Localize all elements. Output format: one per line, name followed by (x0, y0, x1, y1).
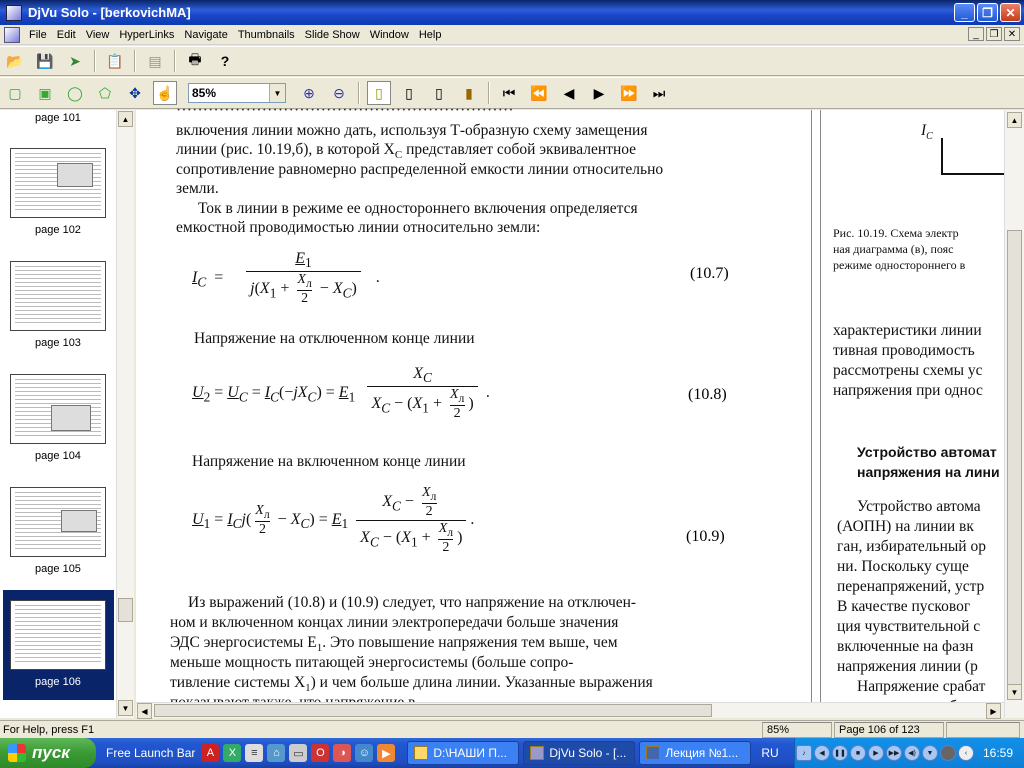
excel-icon[interactable]: X (223, 744, 241, 762)
player-menu-icon[interactable]: ▼ (922, 745, 938, 761)
zoom-in-icon[interactable]: ⊕ (303, 84, 315, 101)
caption-line3: режиме одностороннего в (833, 258, 966, 272)
para1-line3: сопротивление равномерно распределенной емкости линии относительно (176, 161, 664, 178)
equation-10-9: $U_1 = I_Cj$( $\frac{X_л}{2}$ − $X_C) = E_1$ $X_C$ − $\frac{X_л}{2}$ $X_C - (X_1$ + $\frac{X_л}{2}$ ) . (192, 485, 475, 555)
page-107-partial (820, 110, 1004, 702)
hand-tool-icon[interactable]: ☝ (153, 81, 177, 105)
menu-thumbnails[interactable]: Thumbnails (237, 28, 295, 41)
messenger-icon[interactable]: ☺ (355, 744, 373, 762)
thumb-label-101[interactable]: page 101 (35, 112, 81, 124)
close-button[interactable]: ✕ (1000, 3, 1021, 22)
caption-line1: Рис. 10.19. Схема электр (833, 226, 959, 240)
para1-line2: линии (рис. 10.19,б), в которой $X_C$ представляет собой эквивалентное (176, 141, 637, 162)
select-ellipse-icon[interactable]: ◯ (67, 84, 83, 101)
thumbnail-pane (0, 110, 134, 718)
notepad-icon[interactable]: ≡ (245, 744, 263, 762)
status-zoom: 85% (762, 722, 832, 738)
djvu-app-icon[interactable] (6, 5, 22, 21)
thumb-label-103: page 103 (35, 337, 81, 349)
clock[interactable]: 16:59 (983, 746, 1014, 760)
djvu-task-icon (530, 746, 544, 760)
scroll-down-icon[interactable]: ▼ (118, 700, 133, 716)
para2-line1: Ток в линии в режиме ее одностороннего включения определяется (198, 200, 638, 217)
right-text2-line3: ган, избирательный ор (837, 538, 986, 555)
scroll-up-icon[interactable]: ▲ (118, 111, 133, 127)
right-heading-line2: напряжения на лини (857, 464, 1000, 480)
doc-vscroll-thumb[interactable] (1007, 230, 1022, 690)
thumbnail-page-106[interactable] (10, 600, 106, 670)
thumbnail-scroll-thumb[interactable] (118, 598, 133, 622)
doc-close-button[interactable]: ✕ (1004, 27, 1020, 41)
layout-book-icon[interactable]: ▮ (465, 84, 473, 101)
para1-line4: земли. (176, 180, 219, 197)
right-text2-line7: ция чувствительной с (837, 618, 981, 635)
right-text2-line9: напряжения линии (р (837, 658, 978, 675)
player-logo-icon[interactable]: ♪ (796, 745, 812, 761)
para3-line4: меньше мощность питающей энергосистемы (больше сопро- (170, 654, 574, 671)
thumbnail-page-102[interactable] (10, 148, 106, 218)
system-tray (794, 738, 1024, 768)
label-open-end-voltage: Напряжение на отключенном конце линии (194, 330, 475, 347)
status-help-text: For Help, press F1 (3, 723, 95, 736)
acrobat-icon[interactable]: A (201, 744, 219, 762)
menu-file[interactable]: File (29, 28, 47, 41)
thumb-label-104: page 104 (35, 450, 81, 462)
thumbnail-page-105[interactable] (10, 487, 106, 557)
print-icon[interactable]: 🖶 (188, 51, 202, 67)
window-title: DjVu Solo - [berkovichMA] (28, 5, 191, 20)
status-bar (0, 720, 1024, 738)
red-app-icon[interactable]: ◑ (333, 744, 351, 762)
menu-hyperlinks[interactable]: HyperLinks (119, 28, 175, 41)
para1-line1: включения линии можно дать, используя Т-образную схему замещения (176, 122, 648, 139)
taskbar (0, 738, 1024, 768)
para3-line5: тивление системы $X_1$) и чем больше длина линии. Указанные выражения (170, 674, 653, 695)
thumb-label-105: page 105 (35, 563, 81, 575)
para3-line1: Из выражений (10.8) и (10.9) следует, что напряжение на отключен- (188, 594, 637, 611)
send-icon[interactable]: ➤ (69, 52, 81, 69)
right-text1-line4: напряжения при однос (833, 382, 983, 399)
player-stop-icon[interactable]: ■ (850, 745, 866, 761)
right-text1-line1: характеристики линии (833, 322, 982, 339)
export-icon[interactable]: ▤ (148, 52, 162, 69)
help-icon[interactable]: ? (220, 53, 230, 69)
doc-minimize-button[interactable]: _ (968, 27, 984, 41)
document-horizontal-scrollbar[interactable] (136, 702, 1004, 718)
prev-screen-icon[interactable]: ⏪ (530, 84, 548, 101)
media-icon[interactable]: ▶ (377, 744, 395, 762)
player-volume-icon[interactable]: ◀) (904, 745, 920, 761)
right-heading-line1: Устройство автомат (857, 444, 997, 460)
right-text2-line4: ни. Поскольку суще (837, 558, 969, 575)
next-page-icon[interactable]: ▶ (593, 84, 605, 101)
tray-app-icon[interactable] (940, 745, 956, 761)
zoom-out-icon[interactable]: ⊖ (333, 84, 345, 101)
figure-axis (941, 138, 943, 174)
layout-continuous-icon[interactable]: ▯ (405, 84, 413, 101)
layout-facing-icon[interactable]: ▯ (435, 84, 443, 101)
scroll-left-icon[interactable]: ◀ (137, 703, 152, 719)
para3-line3: ЭДС энергосистемы $E_1$. Это повышение напряжения тем выше, чем (170, 634, 618, 655)
right-text2-line2: (АОПН) на линии вк (837, 518, 974, 535)
zoom-value: 85% (192, 86, 217, 100)
status-page: Page 106 of 123 (834, 722, 944, 738)
eq-number-10-8: (10.8) (688, 386, 727, 403)
thumbnail-page-103[interactable] (10, 261, 106, 331)
menu-slide-show[interactable]: Slide Show (304, 28, 360, 41)
task-word[interactable]: Лекция №1... (639, 741, 751, 765)
thumbnail-page-104[interactable] (10, 374, 106, 444)
right-text2-line8: включенные на фазн (837, 638, 974, 655)
paste-icon[interactable]: 📋 (106, 52, 124, 69)
eq-number-10-9: (10.9) (686, 528, 725, 545)
doc-restore-button[interactable]: ❐ (986, 27, 1002, 41)
chevron-down-icon[interactable]: ▼ (269, 84, 285, 102)
figure-axis-h (941, 173, 1005, 175)
menu-bar (0, 25, 1024, 45)
prev-page-icon[interactable]: ◀ (563, 84, 575, 101)
para3-line2: ном и включенном концах линии электропередачи больше значения (170, 614, 619, 631)
layout-single-icon[interactable]: ▯ (367, 81, 391, 105)
doc-scroll-up-icon[interactable]: ▲ (1007, 112, 1022, 128)
quicklaunch-label[interactable]: Free Launch Bar (106, 746, 196, 760)
title-bar (0, 0, 1024, 25)
zoom-select[interactable] (188, 83, 286, 103)
task-djvu[interactable]: DjVu Solo - [... (523, 741, 635, 765)
figure-label: $I_C$ (921, 122, 933, 143)
thumb-label-102: page 102 (35, 224, 81, 236)
thumbnail-scrollbar[interactable] (116, 110, 134, 718)
start-button[interactable]: пуск (0, 738, 96, 768)
caption-line2: ная диаграмма (в), пояс (833, 242, 954, 256)
drive-icon[interactable]: ▭ (289, 744, 307, 762)
minimize-button[interactable]: _ (954, 3, 975, 22)
select-polygon-icon[interactable]: ⬠ (98, 84, 112, 101)
standard-toolbar (0, 46, 1024, 76)
document-viewer[interactable] (136, 102, 1004, 702)
thumb-label-106: page 106 (35, 676, 81, 688)
save-icon[interactable]: 💾 (36, 52, 54, 69)
select-rect-icon[interactable]: ▢ (8, 84, 22, 101)
right-text1-line2: тивная проводимость (833, 342, 975, 359)
task-explorer[interactable]: D:\НАШИ П... (407, 741, 519, 765)
next-screen-icon[interactable]: ⏩ (620, 84, 638, 101)
pan-icon[interactable]: ✥ (129, 84, 141, 101)
document-vertical-scrollbar[interactable] (1004, 110, 1024, 718)
menu-edit[interactable]: Edit (56, 28, 76, 41)
player-pause-icon[interactable]: ❚❚ (832, 745, 848, 761)
clipped-line: ······························································· (176, 102, 514, 119)
right-text1-line3: рассмотрены схемы ус (833, 362, 983, 379)
right-text2-line10: Напряжение срабат (857, 678, 986, 695)
opera-icon[interactable]: O (311, 744, 329, 762)
player-prev-icon[interactable]: ◀ (814, 745, 830, 761)
label-closed-end-voltage: Напряжение на включенном конце линии (192, 453, 466, 470)
right-text2-line6: В качестве пусковог (837, 598, 971, 615)
page-106 (136, 102, 812, 702)
menu-window[interactable]: Window (369, 28, 409, 41)
menu-navigate[interactable]: Navigate (184, 28, 228, 41)
open-icon[interactable]: 📂 (6, 52, 24, 69)
select-region-icon[interactable]: ▣ (38, 84, 52, 101)
document-icon[interactable] (4, 27, 20, 43)
tray-collapse-icon[interactable]: ‹ (958, 745, 974, 761)
network-icon[interactable]: ⌂ (267, 744, 285, 762)
player-next-icon[interactable]: ▶▶ (886, 745, 902, 761)
doc-scroll-down-icon[interactable]: ▼ (1007, 684, 1022, 700)
equation-10-7: $I_C$ = $E_1$ $j(X_1$ + $\frac{X_л}{2}$ − $X_C$) . (192, 250, 380, 306)
scroll-right-icon[interactable]: ▶ (986, 703, 1001, 719)
windows-flag-icon (8, 744, 26, 762)
menu-view[interactable]: View (85, 28, 110, 41)
menu-help[interactable]: Help (418, 28, 442, 41)
equation-10-8: $U_2 = U_C = I_C(-jX_C) = E_1$ $X_C$ $X_C - (X_1$ + $\frac{X_л}{2}$ ) . (192, 365, 490, 421)
language-indicator[interactable]: RU (761, 746, 779, 760)
first-page-icon[interactable]: ⏮ (502, 84, 516, 101)
last-page-icon[interactable]: ⏭ (652, 84, 666, 101)
word-icon (646, 746, 660, 760)
right-text2-line1: Устройство автома (857, 498, 981, 515)
para2-line2: емкостной проводимостью линии относительно земли: (176, 219, 541, 236)
status-extra (946, 722, 1020, 738)
restore-button[interactable]: ❐ (977, 3, 998, 22)
player-play-icon[interactable]: ▶ (868, 745, 884, 761)
right-text2-line5: перенапряжений, устр (837, 578, 985, 595)
eq-number-10-7: (10.7) (690, 265, 729, 282)
folder-icon (414, 746, 428, 760)
doc-hscroll-thumb[interactable] (154, 704, 712, 717)
